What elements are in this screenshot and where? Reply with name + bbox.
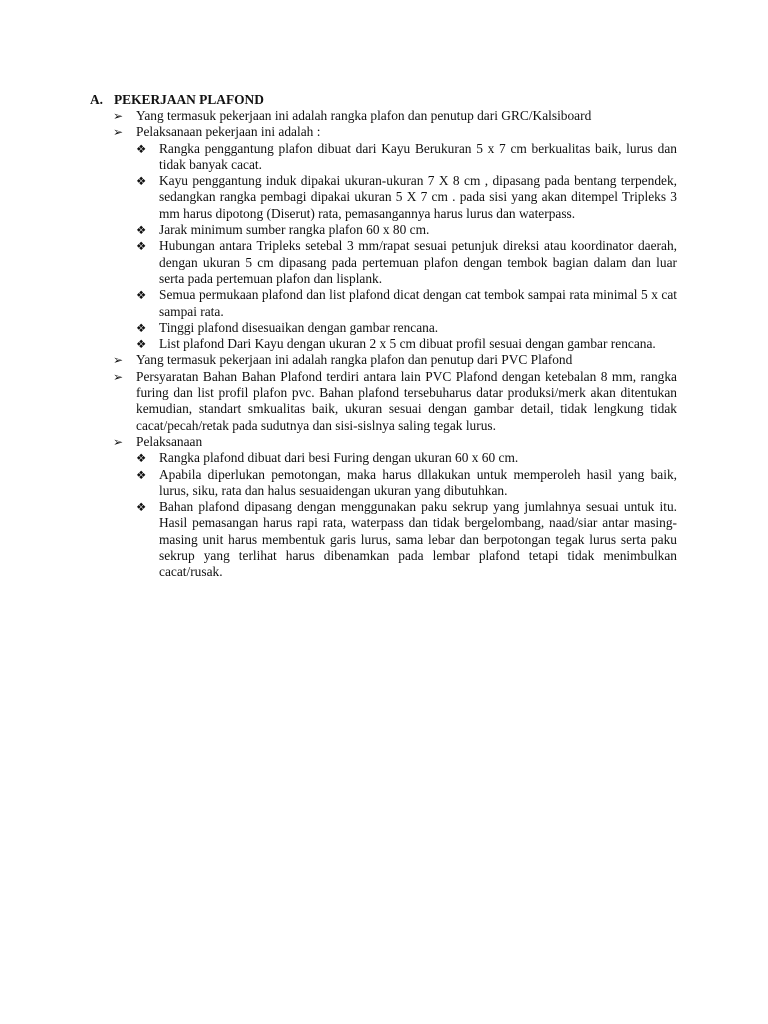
sub-list-item-text: List plafond Dari Kayu dengan ukuran 2 x 5 cm dibuat profil sesuai dengan gambar rencana.: [159, 336, 656, 352]
list-item-text: Persyaratan Bahan Bahan Plafond terdiri antara lain PVC Plafond dengan ketebalan 8 mm, rangka furing dan list profil plafon pvc. Bahan plafond tersebuharus datar produksi/merk akan ditentukan kemudian, standart smkualitas baik, ukuran sesuai dengan gambar detail, tidak lengkung tidak cacat/pecah/retak pada sudutnya dan sisi-sislnya saling tegak lurus.: [136, 368, 677, 433]
arrowhead-bullet-icon: ➢: [113, 125, 124, 140]
main-bullet-list: [113, 108, 677, 581]
sub-list-item: [136, 467, 677, 500]
list-item: [113, 108, 677, 124]
diamond-cluster-bullet-icon: ❖: [136, 500, 147, 515]
sub-list-item: [136, 141, 677, 174]
diamond-cluster-bullet-icon: ❖: [136, 467, 147, 482]
arrowhead-bullet-icon: ➢: [113, 434, 124, 449]
arrowhead-bullet-icon: ➢: [113, 353, 124, 368]
diamond-cluster-bullet-icon: ❖: [136, 320, 147, 335]
sub-list-item-text: Jarak minimum sumber rangka plafon 60 x 80 cm.: [159, 222, 430, 238]
diamond-cluster-bullet-icon: ❖: [136, 239, 147, 254]
arrowhead-bullet-icon: ➢: [113, 369, 124, 384]
list-item: [113, 352, 677, 368]
sub-list-item: [136, 287, 677, 320]
sub-list-item-text: Hubungan antara Tripleks setebal 3 mm/rapat sesuai petunjuk direksi atau koordinator daerah, dengan ukuran 5 cm dipasang pada pertemuan plafon dengan tembok bagian dalam dan luar serta pada pertemuan plafon dan lisplank.: [159, 238, 677, 286]
sub-list-item: [136, 499, 677, 580]
diamond-cluster-bullet-icon: ❖: [136, 223, 147, 238]
sub-list-item: [136, 238, 677, 287]
diamond-cluster-bullet-icon: ❖: [136, 288, 147, 303]
list-item: [113, 124, 677, 352]
diamond-cluster-bullet-icon: ❖: [136, 451, 147, 466]
section-number: A.: [90, 92, 104, 107]
section-heading: [90, 92, 680, 108]
arrowhead-bullet-icon: ➢: [113, 109, 124, 123]
list-item-text: Pelaksanaan: [136, 433, 203, 449]
sub-list-item-text: Apabila diperlukan pemotongan, maka harus dllakukan untuk memperoleh hasil yang baik, lurus, siku, rata dan halus sesuaidengan ukuran yang dibutuhkan.: [159, 466, 677, 498]
sub-list-item: [136, 336, 677, 352]
sub-list-item: [136, 320, 677, 336]
sub-list-item-text: Kayu penggantung induk dipakai ukuran-ukuran 7 X 8 cm , dipasang pada bentang terpendek, sedangkan rangka pembagi dipakai ukuran 5 X 7 cm . pada sisi yang akan ditempel Tripleks 3 mm harus dipotong (Diserut) rata, pemasangannya harus lurus dan waterpass.: [159, 173, 677, 221]
diamond-cluster-bullet-icon: ❖: [136, 174, 147, 189]
sub-bullet-list: [136, 141, 677, 353]
sub-list-item: [136, 450, 677, 466]
diamond-cluster-bullet-icon: ❖: [136, 141, 147, 156]
list-item-text: Yang termasuk pekerjaan ini adalah rangka plafon dan penutup dari PVC Plafond: [136, 352, 573, 368]
diamond-cluster-bullet-icon: ❖: [136, 337, 147, 352]
section-title: PEKERJAAN PLAFOND: [114, 92, 264, 107]
list-item-text: Yang termasuk pekerjaan ini adalah rangka plafon dan penutup dari GRC/Kalsiboard: [136, 108, 592, 123]
list-item-text: Pelaksanaan pekerjaan ini adalah :: [136, 124, 321, 140]
sub-list-item-text: Bahan plafond dipasang dengan menggunakan paku sekrup yang jumlahnya sesuai untuk itu. Hasil pemasangan harus rapi rata, waterpass dan tidak bergelombang, naad/siar antar masing-masing unit harus membentuk garis lurus, sama lebar dan berpotongan tegak lurus serta paku sekrup yang terlihat harus dibenamkan pada lembar plafond tetapi tidak menimbulkan cacat/rusak.: [159, 499, 677, 580]
sub-bullet-list: [136, 450, 677, 580]
sub-list-item: [136, 222, 677, 238]
list-item: [113, 434, 677, 581]
list-item: [113, 369, 677, 434]
sub-list-item-text: Semua permukaan plafond dan list plafond dicat dengan cat tembok sampai rata minimal 5 x cat sampai rata.: [159, 287, 677, 319]
sub-list-item-text: Rangka penggantung plafon dibuat dari Kayu Berukuran 5 x 7 cm berkualitas baik, lurus dan tidak banyak cacat.: [159, 140, 677, 172]
sub-list-item: [136, 173, 677, 222]
sub-list-item-text: Tinggi plafond disesuaikan dengan gambar rencana.: [159, 319, 439, 335]
sub-list-item-text: Rangka plafond dibuat dari besi Furing dengan ukuran 60 x 60 cm.: [159, 450, 519, 466]
